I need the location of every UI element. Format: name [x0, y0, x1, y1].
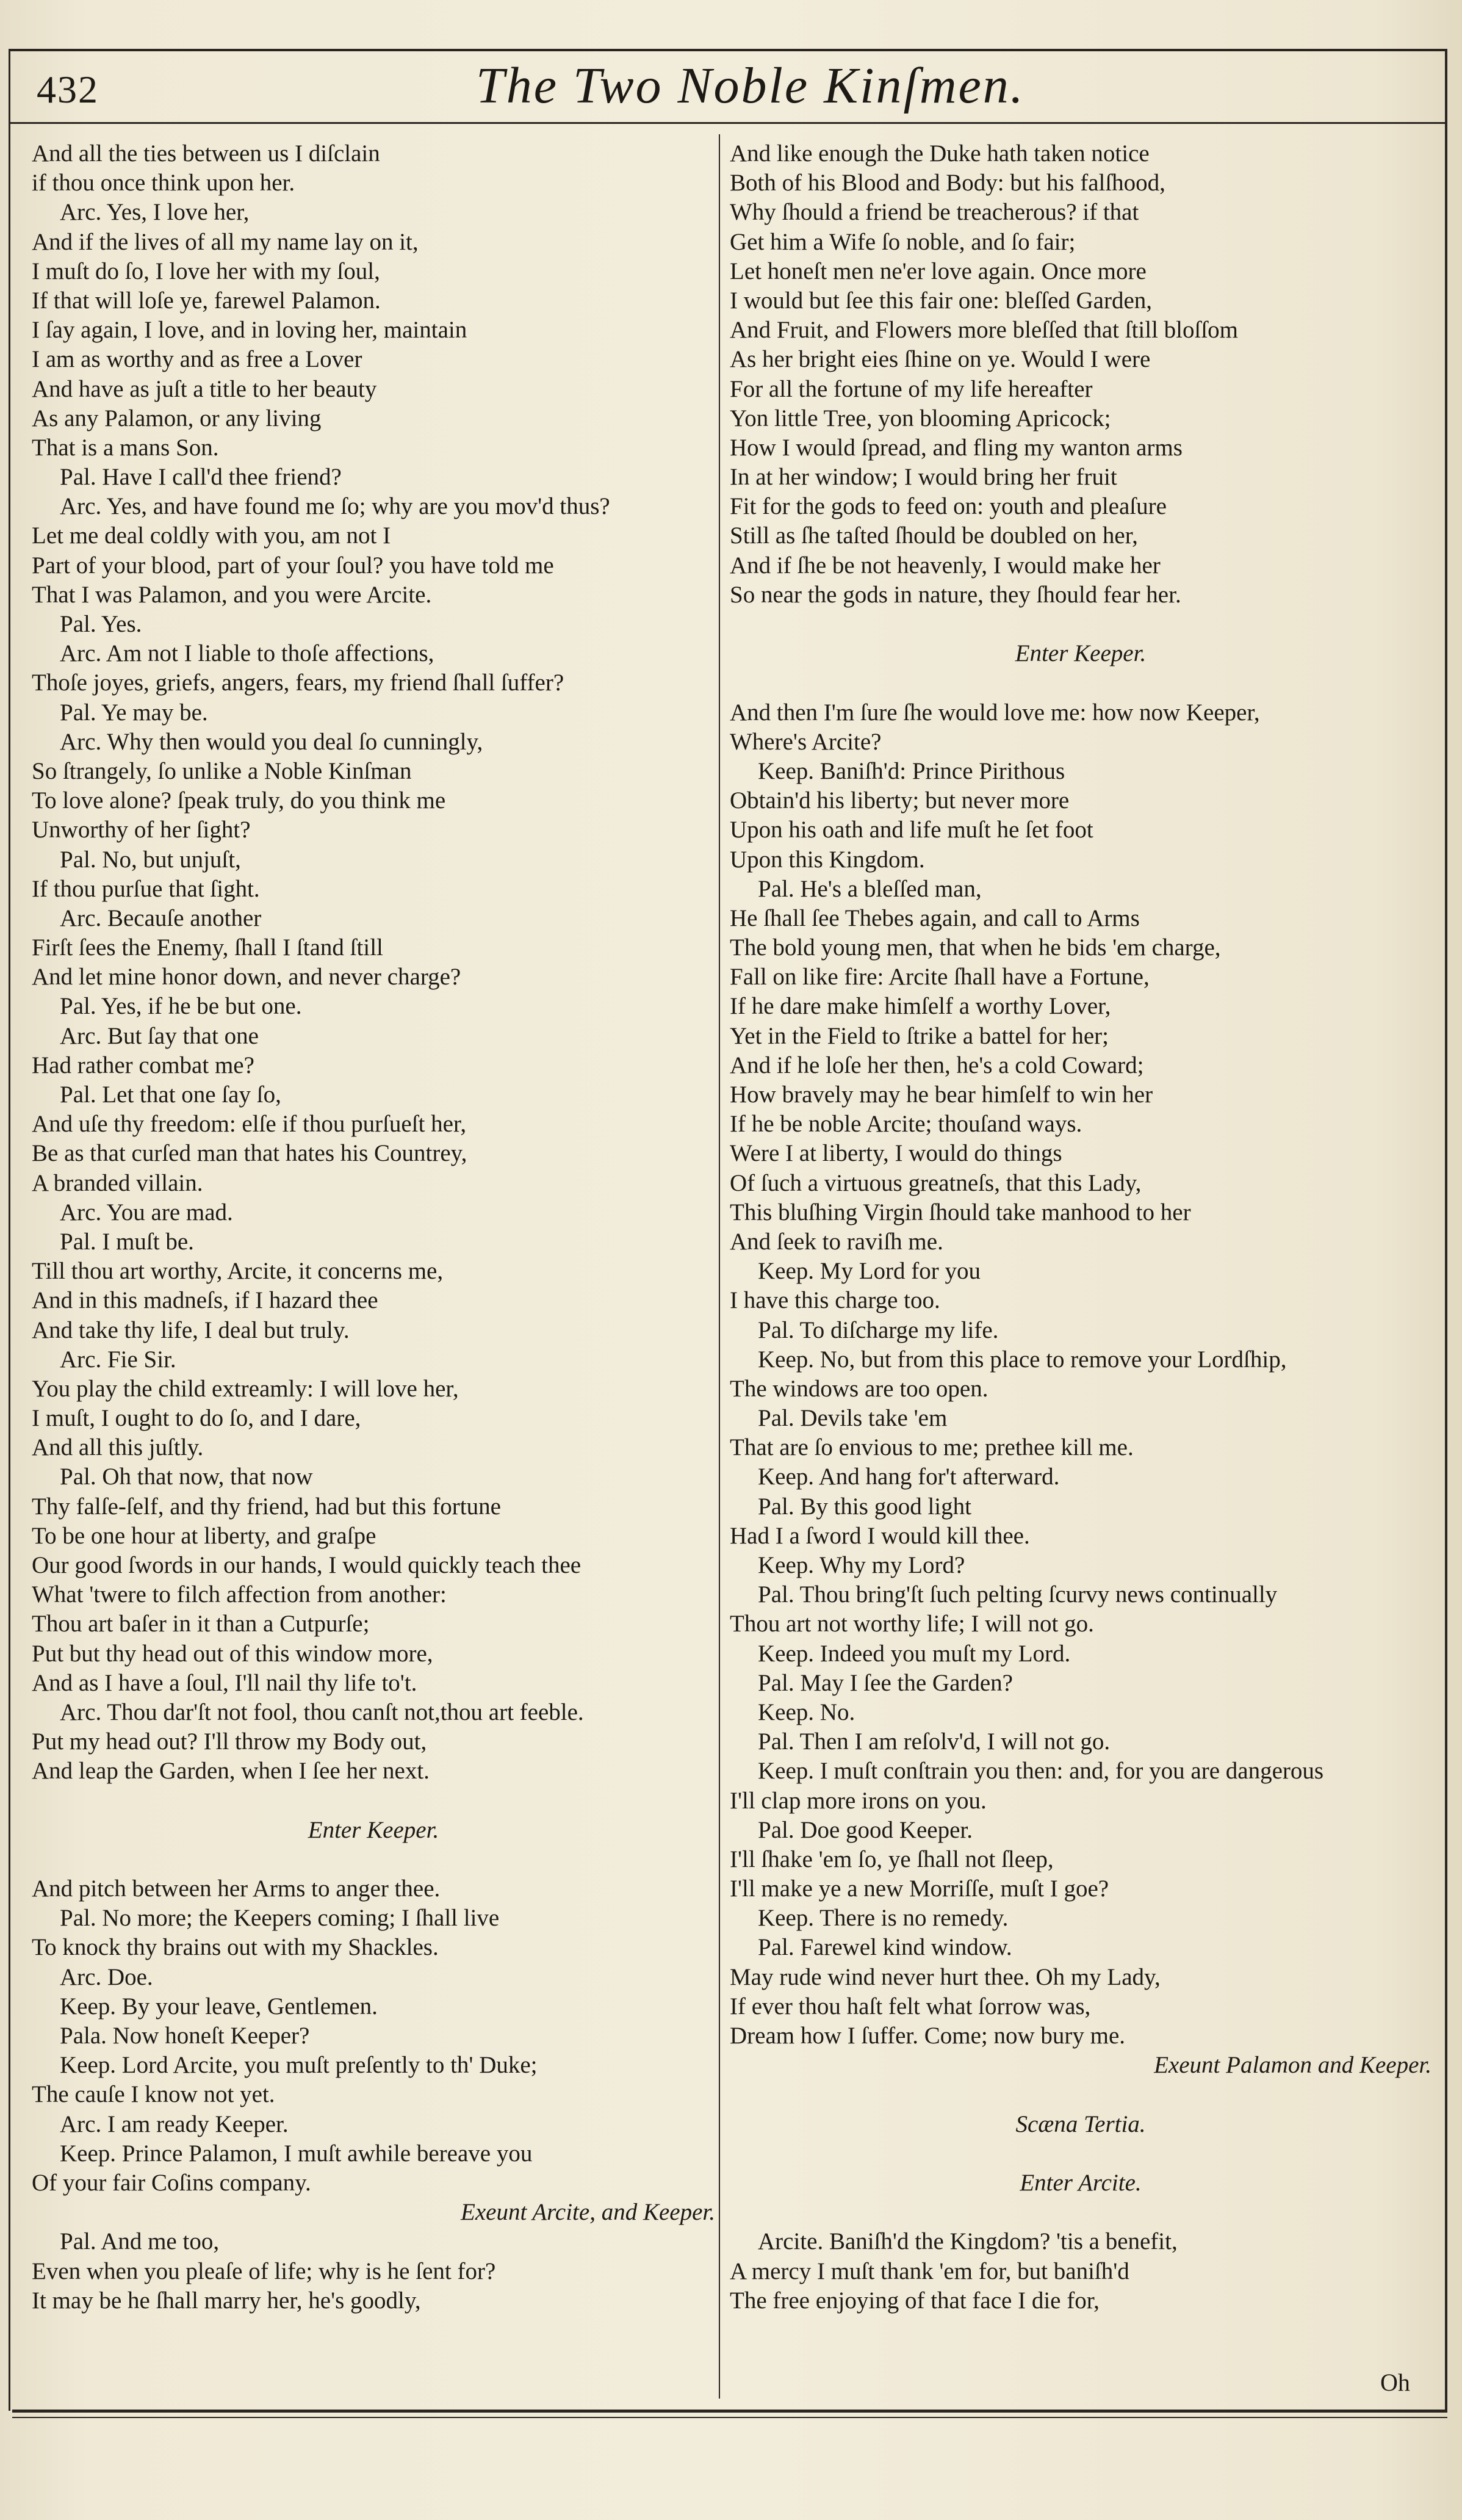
text-line: The bold young men, that when he bids 'em charge,: [730, 934, 1221, 961]
text-line: Arc. Why then would you deal ſo cunningly,: [60, 728, 483, 755]
text-line: And Fruit, and Flowers more bleſſed that ſtill bloſſom: [730, 317, 1238, 344]
stage-direction: Exeunt Palamon and Keeper.: [1154, 2052, 1431, 2079]
text-line: Dream how I ſuffer. Come; now bury me.: [730, 2023, 1126, 2049]
stage-direction: Enter Keeper.: [308, 1816, 439, 1843]
page-number: 432: [37, 68, 99, 111]
text-line: To be one hour at liberty, and graſpe: [32, 1522, 376, 1549]
text-line: [32, 1845, 715, 1874]
text-line: Upon his oath and life muſt he ſet foot: [730, 817, 1093, 843]
frame-bottom-rule: [12, 2410, 1447, 2413]
text-line: And then I'm ſure ſhe would love me: how now Keeper,: [730, 699, 1260, 726]
text-line: Keep. Baniſh'd: Prince Pirithous: [758, 757, 1065, 784]
text-line: Had I a ſword I would kill thee.: [730, 1522, 1030, 1549]
stage-direction: Enter Arcite.: [1020, 2169, 1142, 2196]
text-line: Pal. He's a bleſſed man,: [758, 875, 982, 902]
text-line: If that will loſe ye, farewel Palamon.: [32, 287, 381, 314]
text-line: As any Palamon, or any living: [32, 405, 322, 431]
text-line: A branded villain.: [32, 1169, 203, 1196]
text-line: Till thou art worthy, Arcite, it concerns me,: [32, 1258, 444, 1285]
text-line: Pal. Oh that now, that now: [60, 1464, 313, 1490]
text-line: I would but ſee this fair one: bleſſed Garden,: [730, 287, 1153, 314]
text-line: In at her window; I would bring her fruit: [730, 464, 1117, 491]
text-line: Arc. You are mad.: [60, 1199, 233, 1226]
text-line: Were I at liberty, I would do things: [730, 1140, 1062, 1167]
text-line: If ever thou haſt felt what ſorrow was,: [730, 1993, 1091, 2020]
text-line: Firſt ſees the Enemy, ſhall I ſtand ſtill: [32, 934, 383, 961]
text-line: And like enough the Duke hath taken notice: [730, 140, 1150, 167]
text-line: Pal. I muſt be.: [60, 1228, 194, 1255]
text-line: Upon this Kingdom.: [730, 846, 925, 873]
text-line: Unworthy of her ſight?: [32, 817, 251, 843]
text-line: Keep. No.: [758, 1699, 855, 1725]
text-line: And if the lives of all my name lay on it,: [32, 228, 419, 255]
text-line: Pal. And me too,: [60, 2228, 220, 2255]
column-divider: [719, 134, 720, 2399]
text-line: I ſay again, I love, and in loving her, maintain: [32, 317, 467, 344]
text-line: [730, 2080, 1431, 2109]
text-line: And all this juſtly.: [32, 1434, 204, 1461]
text-line: Why ſhould a friend be treacherous? if that: [730, 199, 1139, 226]
text-line: To knock thy brains out with my Shackles.: [32, 1934, 439, 1961]
right-column: [730, 139, 1431, 2316]
text-line: Put my head out? I'll throw my Body out,: [32, 1728, 427, 1755]
text-line: Arc. Yes, I love her,: [60, 199, 250, 226]
text-line: Arc. Yes, and have found me ſo; why are you mov'd thus?: [60, 493, 610, 520]
text-line: That I was Palamon, and you were Arcite.: [32, 581, 432, 608]
header-rule: [9, 122, 1447, 124]
text-line: Let honeſt men ne'er love again. Once more: [730, 258, 1147, 284]
text-line: And if he loſe her then, he's a cold Coward;: [730, 1052, 1144, 1078]
text-line: Keep. My Lord for you: [758, 1258, 981, 1285]
stage-direction: Scæna Tertia.: [1015, 2110, 1146, 2137]
text-line: [32, 1786, 715, 1816]
text-line: Of ſuch a virtuous greatneſs, that this Lady,: [730, 1169, 1142, 1196]
text-line: What 'twere to filch affection from another:: [32, 1581, 447, 1608]
text-line: Keep. There is no remedy.: [758, 1905, 1009, 1932]
stage-direction: Exeunt Arcite, and Keeper.: [461, 2199, 715, 2226]
text-line: And if ſhe be not heavenly, I would make her: [730, 552, 1161, 579]
text-line: Of your fair Coſins company.: [32, 2169, 311, 2196]
text-line: I'll ſhake 'em ſo, ye ſhall not ſleep,: [730, 1846, 1054, 1872]
text-line: A mercy I muſt thank 'em for, but baniſh'd: [730, 2258, 1129, 2284]
text-line: Yon little Tree, yon blooming Apricock;: [730, 405, 1111, 431]
frame-left-rule: [9, 49, 10, 2411]
text-line: And uſe thy freedom: elſe if thou purſueſt her,: [32, 1111, 467, 1138]
left-column: [32, 139, 715, 2316]
text-line: And let mine honor down, and never charge?: [32, 964, 461, 991]
frame-bottom-rule-thin: [12, 2417, 1447, 2418]
text-line: I'll clap more irons on you.: [730, 1787, 987, 1814]
text-line: Had rather combat me?: [32, 1052, 254, 1078]
text-line: Keep. No, but from this place to remove your Lordſhip,: [758, 1346, 1287, 1373]
text-line: This bluſhing Virgin ſhould take manhood to her: [730, 1199, 1191, 1226]
text-line: If thou purſue that ſight.: [32, 875, 260, 902]
text-line: And pitch between her Arms to anger thee.: [32, 1876, 441, 1902]
text-line: Pal. Yes, if he be but one.: [60, 993, 302, 1020]
text-line: How I would ſpread, and fling my wanton arms: [730, 434, 1183, 461]
text-line: [730, 610, 1431, 639]
text-line: Put but thy head out of this window more,: [32, 1640, 433, 1667]
text-line: Pal. Doe good Keeper.: [758, 1816, 973, 1843]
text-line: And all the ties between us I diſclain: [32, 140, 380, 167]
frame-top-rule: [9, 49, 1447, 51]
text-line: Pal. Then I am reſolv'd, I will not go.: [758, 1728, 1111, 1755]
text-line: The cauſe I know not yet.: [32, 2081, 275, 2108]
text-line: Arc. But ſay that one: [60, 1022, 259, 1049]
text-line: Pal. By this good light: [758, 1493, 971, 1520]
text-line: That are ſo envious to me; prethee kill me.: [730, 1434, 1134, 1461]
text-line: Thou art baſer in it than a Cutpurſe;: [32, 1611, 370, 1637]
text-line: Keep. Why my Lord?: [758, 1552, 965, 1578]
text-line: I muſt, I ought to do ſo, and I dare,: [32, 1405, 361, 1432]
text-line: Still as ſhe taſted ſhould be doubled on her,: [730, 522, 1138, 549]
text-line: And in this madneſs, if I hazard thee: [32, 1287, 378, 1314]
text-line: The windows are too open.: [730, 1375, 988, 1402]
text-line: And as I have a ſoul, I'll nail thy life to't.: [32, 1669, 417, 1696]
text-line: If he dare make himſelf a worthy Lover,: [730, 993, 1111, 1020]
text-line: Keep. By your leave, Gentlemen.: [60, 1993, 378, 2020]
text-line: Obtain'd his liberty; but never more: [730, 787, 1070, 814]
text-line: Keep. Indeed you muſt my Lord.: [758, 1640, 1071, 1667]
text-line: Fit for the gods to feed on: youth and pleaſure: [730, 493, 1167, 520]
text-line: Thoſe joyes, griefs, angers, fears, my friend ſhall ſuffer?: [32, 670, 564, 696]
text-line: He ſhall ſee Thebes again, and call to Arms: [730, 904, 1140, 931]
text-line: Keep. Lord Arcite, you muſt preſently to th' Duke;: [60, 2052, 538, 2079]
text-line: To love alone? ſpeak truly, do you think me: [32, 787, 446, 814]
text-line: Yet in the Field to ſtrike a battel for her;: [730, 1022, 1109, 1049]
text-line: Pal. Devils take 'em: [758, 1405, 948, 1432]
text-line: I am as worthy and as free a Lover: [32, 346, 362, 373]
running-title: The Two Noble Kinſmen.: [476, 57, 1025, 114]
text-line: So ſtrangely, ſo unlike a Noble Kinſman: [32, 757, 412, 784]
text-line: Keep. Prince Palamon, I muſt awhile bereave you: [60, 2140, 533, 2167]
text-line: if thou once think upon her.: [32, 170, 295, 197]
text-line: The free enjoying of that face I die for,: [730, 2287, 1100, 2314]
text-line: Keep. And hang for't afterward.: [758, 1464, 1060, 1490]
text-line: I'll make ye a new Morriſſe, muſt I goe?: [730, 1876, 1109, 1902]
text-line: Pal. Ye may be.: [60, 699, 208, 726]
text-line: Arc. Am not I liable to thoſe affections,: [60, 640, 434, 667]
text-line: And leap the Garden, when I ſee her next.: [32, 1758, 430, 1785]
text-line: Arc. Fie Sir.: [60, 1346, 176, 1373]
text-line: Pal. No more; the Keepers coming; I ſhall live: [60, 1905, 500, 1932]
text-line: It may be he ſhall marry her, he's goodly,: [32, 2287, 421, 2314]
text-line: Arc. Doe.: [60, 1963, 153, 1990]
text-line: Pal. Have I call'd thee friend?: [60, 464, 342, 491]
text-line: Arcite. Baniſh'd the Kingdom? 'tis a benefit,: [758, 2228, 1178, 2255]
text-line: Let me deal coldly with you, am not I: [32, 522, 391, 549]
text-line: Get him a Wife ſo noble, and ſo fair;: [730, 228, 1076, 255]
text-line: Pala. Now honeſt Keeper?: [60, 2023, 310, 2049]
text-line: Arc. Becauſe another: [60, 904, 262, 931]
text-line: Arc. Thou dar'ſt not fool, thou canſt not,thou art feeble.: [60, 1699, 584, 1725]
text-line: You play the child extreamly: I will love her,: [32, 1375, 459, 1402]
frame-right-rule: [1445, 49, 1447, 2411]
text-line: As her bright eies ſhine on ye. Would I were: [730, 346, 1151, 373]
text-line: [730, 668, 1431, 698]
text-line: Pal. Yes.: [60, 611, 142, 637]
text-line: Pal. Thou bring'ſt ſuch pelting ſcurvy news continually: [758, 1581, 1278, 1608]
text-line: How bravely may he bear himſelf to win her: [730, 1081, 1153, 1108]
text-line: Keep. I muſt conſtrain you then: and, for you are dangerous: [758, 1758, 1324, 1785]
text-line: For all the fortune of my life hereafter: [730, 375, 1093, 402]
text-line: Pal. To diſcharge my life.: [758, 1316, 999, 1343]
text-line: [730, 2198, 1431, 2227]
text-line: Pal. Let that one ſay ſo,: [60, 1081, 281, 1108]
text-line: Pal. No, but unjuſt,: [60, 846, 241, 873]
text-line: Be as that curſed man that hates his Countrey,: [32, 1140, 467, 1167]
text-line: [730, 2139, 1431, 2168]
text-line: That is a mans Son.: [32, 434, 219, 461]
text-line: Our good ſwords in our hands, I would quickly teach thee: [32, 1552, 582, 1578]
text-line: Where's Arcite?: [730, 728, 882, 755]
text-line: May rude wind never hurt thee. Oh my Lady,: [730, 1963, 1161, 1990]
text-line: Fall on like fire: Arcite ſhall have a Fortune,: [730, 964, 1150, 991]
stage-direction: Enter Keeper.: [1015, 640, 1147, 667]
catchword: Oh: [1380, 2369, 1410, 2396]
text-line: And take thy life, I deal but truly.: [32, 1316, 350, 1343]
text-line: I have this charge too.: [730, 1287, 940, 1314]
text-line: And have as juſt a title to her beauty: [32, 375, 377, 402]
text-line: Pal. Farewel kind window.: [758, 1934, 1012, 1961]
text-line: Thy falſe-ſelf, and thy friend, had but this fortune: [32, 1493, 501, 1520]
text-line: Arc. I am ready Keeper.: [60, 2110, 289, 2137]
text-line: Thou art not worthy life; I will not go.: [730, 1611, 1094, 1637]
text-line: So near the gods in nature, they ſhould fear her.: [730, 581, 1181, 608]
text-line: Both of his Blood and Body: but his falſhood,: [730, 170, 1165, 197]
text-line: And ſeek to raviſh me.: [730, 1228, 943, 1255]
text-line: Pal. May I ſee the Garden?: [758, 1669, 1013, 1696]
text-line: I muſt do ſo, I love her with my ſoul,: [32, 258, 380, 284]
text-line: If he be noble Arcite; thouſand ways.: [730, 1111, 1082, 1138]
text-line: Part of your blood, part of your ſoul? you have told me: [32, 552, 554, 579]
text-line: Even when you pleaſe of life; why is he ſent for?: [32, 2258, 496, 2284]
